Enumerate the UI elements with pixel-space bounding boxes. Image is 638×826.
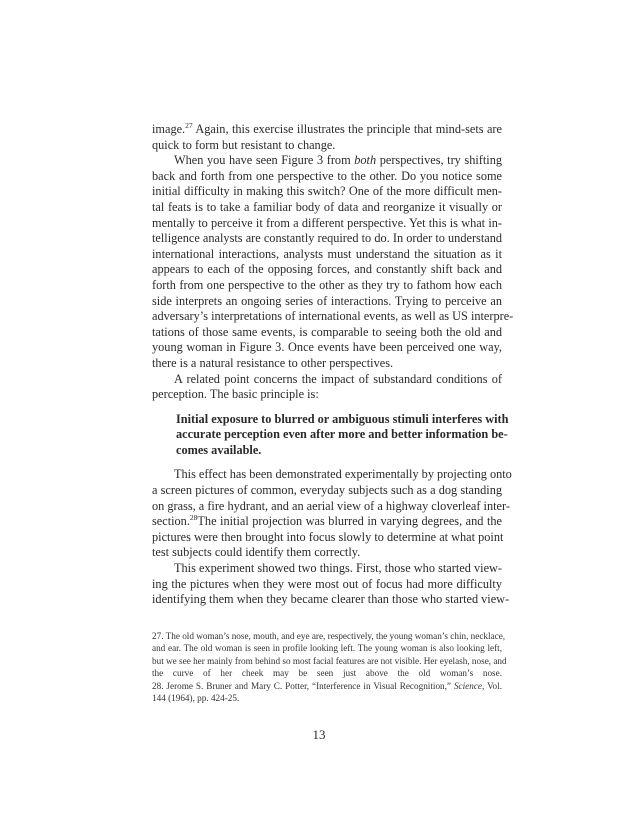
text-line: tations of those same events, is comparable to seeing both the old and (152, 324, 502, 339)
footnote-reference: 27 (185, 121, 193, 130)
text-line: 27. The old woman’s nose, mouth, and eye are, respectively, the young woman’s chin, necklace, (152, 631, 506, 641)
text-line: accurate perception even after more and better information be- (176, 427, 508, 442)
text-line: there is a natural resistance to other perspectives. (152, 355, 394, 370)
paragraph (152, 153, 514, 371)
text-line: adversary’s interpretations of international events, as well as US interpre- (152, 309, 514, 324)
text-line: 28. Jerome S. Bruner and Mary C. Potter, “Interference in Visual Recognition,” Science, Vol. (152, 680, 502, 691)
body-text (152, 121, 514, 608)
text-line: Initial exposure to blurred or ambiguous stimuli interferes with (176, 411, 509, 426)
page-number: 13 (312, 727, 326, 742)
blockquote (176, 411, 509, 459)
paragraph (152, 122, 502, 153)
text-line: young woman in Figure 3. Once events have been perceived one way, (152, 340, 502, 355)
text-line: When you have seen Figure 3 from both perspectives, try shifting (174, 153, 502, 168)
text-line: appears to each of the opposing forces, and constantly shift back and (152, 262, 502, 277)
text-line: mentally to perceive it from a different perspective. Yet this is what in- (152, 215, 502, 230)
text-line: and ear. The old woman is seen in profile looking left. The young woman is also looking left, (152, 643, 502, 654)
text-line: comes available. (176, 442, 262, 457)
text-line: forth from one perspective to the other as they try to fathom how each (152, 277, 502, 292)
footnote-reference: 28 (189, 513, 198, 523)
text-line: This experiment showed two things. First, those who started view- (174, 561, 502, 576)
emphasis: both (354, 153, 377, 168)
text-line: pictures were then brought into focus slowly to determine at what point (152, 529, 504, 544)
text-line: identifying them when they became clearer than those who started view- (152, 592, 510, 607)
paragraph (152, 372, 502, 403)
emphasis: Science (453, 680, 483, 691)
paragraph (152, 467, 512, 561)
text-line: on grass, a fire hydrant, and an aerial view of a highway cloverleaf inter- (152, 498, 510, 513)
text-line: ing the pictures when they were most out of focus had more difficulty (152, 576, 502, 591)
text-line: perception. The basic principle is: (152, 387, 319, 402)
text-line: tal feats is to take a familiar body of data and reorganize it visually or (152, 199, 502, 214)
text-line: 144 (1964), pp. 424-25. (152, 692, 240, 703)
text-line: a screen pictures of common, everyday subjects such as a dog standing (152, 483, 502, 498)
text-line: A related point concerns the impact of substandard conditions of (174, 371, 502, 386)
text-line: back and forth from one perspective to the other. Do you notice some (152, 168, 502, 183)
text-line: test subjects could identify them correctly. (152, 545, 361, 560)
text-line: side interprets an ongoing series of interactions. Trying to perceive an (152, 293, 502, 308)
text-line: This effect has been demonstrated experimentally by projecting onto (174, 467, 512, 482)
text-line: quick to form but resistant to change. (152, 137, 336, 152)
text-line: image.$^{27}$ Again, this exercise illustrates the principle that mind-sets are (152, 121, 502, 136)
text-line: section.$^{28}$The initial projection was blurred in varying degrees, and the (152, 513, 502, 529)
text-line: but we see her mainly from behind so most facial features are not visible. Her eyelash, nose, and (152, 655, 507, 666)
text-line: the curve of her cheek may be seen just above the old woman’s nose. (152, 668, 502, 679)
text-line: international interactions, analysts must understand the situation as it (152, 246, 502, 261)
paragraph (152, 561, 510, 608)
text-line: telligence analysts are constantly required to do. In order to understand (152, 231, 502, 246)
text-line: initial difficulty in making this switch? One of the more difficult men- (152, 184, 502, 199)
footnotes (152, 630, 507, 704)
